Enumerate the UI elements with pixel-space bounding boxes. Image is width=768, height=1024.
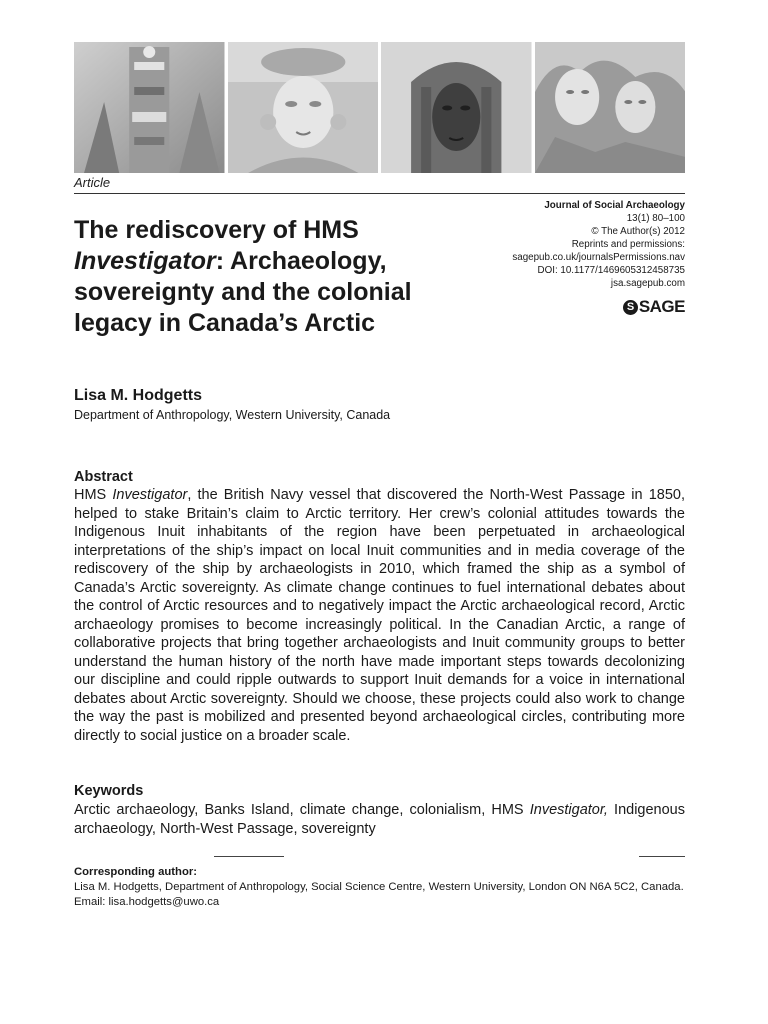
- journal-metadata: [425, 199, 685, 290]
- footnote-divider: [74, 856, 685, 857]
- header-divider: [74, 193, 685, 194]
- corresponding-author-block: [74, 865, 685, 910]
- corresponding-author-label: Corresponding author:: [74, 866, 198, 878]
- corresponding-author-address: Lisa M. Hodgetts, Department of Anthropology, Social Science Centre, Western University, London ON N6A 5C2, Canada.: [74, 881, 684, 893]
- journal-name: Journal of Social Archaeology: [544, 200, 685, 211]
- sage-logo: [623, 297, 685, 317]
- author-affiliation: Department of Anthropology, Western University, Canada: [74, 408, 391, 422]
- corresponding-author-email[interactable]: Email: lisa.hodgetts@uwo.ca: [74, 896, 220, 908]
- abstract-heading: Abstract: [74, 469, 133, 485]
- sage-mark-icon: S: [623, 300, 638, 315]
- article-type-label: Article: [74, 175, 111, 190]
- journal-volume: 13(1) 80–100: [626, 213, 685, 224]
- publisher-name: SAGE: [638, 297, 685, 316]
- stone-carving-icon: [74, 42, 225, 173]
- page-title: The rediscovery of HMS Investigator: Archaeology, sovereignty and the colonial legacy in Canada’s Arctic: [74, 216, 412, 337]
- keywords-list: Arctic archaeology, Banks Island, climate change, colonialism, HMS Investigator, Indigenous archaeology, North-West Passage, sovereignty: [74, 802, 685, 837]
- header-image-banner: [74, 42, 685, 173]
- mount-rushmore-icon: [535, 42, 686, 173]
- author-name: Lisa M. Hodgetts: [74, 387, 203, 404]
- copyright-notice: © The Author(s) 2012: [591, 226, 685, 237]
- egyptian-statue-icon: [381, 42, 532, 173]
- journal-site-link[interactable]: jsa.sagepub.com: [610, 278, 685, 289]
- reprints-label: Reprints and permissions:: [571, 239, 685, 250]
- deity-sculpture-icon: [228, 42, 379, 173]
- keywords-heading: Keywords: [74, 783, 144, 799]
- abstract-text: HMS Investigator, the British Navy vessel that discovered the North-West Passage in 1850, helped to stake Britain’s claim to Arctic territory. Her crew’s colonial attitudes towards the Indigenous Inuit inhabitants of the region have been perpetuated in archaeological interpretations of the ship’s impact on local Inuit communities and in media coverage of the rediscovery of the ship by archaeologists in 2010, which framed the ship as a symbol of Canada’s Arctic sovereignty. As climate change continues to fuel international debates about the control of Arctic resources and to negatively impact the Arctic archaeological record, Arctic archaeology promises to become increasingly political. In the Canadian Arctic, a range of collaborative projects that bring together archaeologists and Inuit community groups to better understand the human history of the north have made important steps towards decolonizing our discipline and could ripple outwards to support Inuit demands for a voice in international debates about Arctic sovereignty. Should we choose, these projects could also work to change the way the past is mobilized and presented beyond archaeological circles, contributing more directly to social justice on a broader scale.: [74, 487, 686, 744]
- doi[interactable]: DOI: 10.1177/1469605312458735: [537, 265, 685, 276]
- permissions-link[interactable]: sagepub.co.uk/journalsPermissions.nav: [512, 252, 685, 263]
